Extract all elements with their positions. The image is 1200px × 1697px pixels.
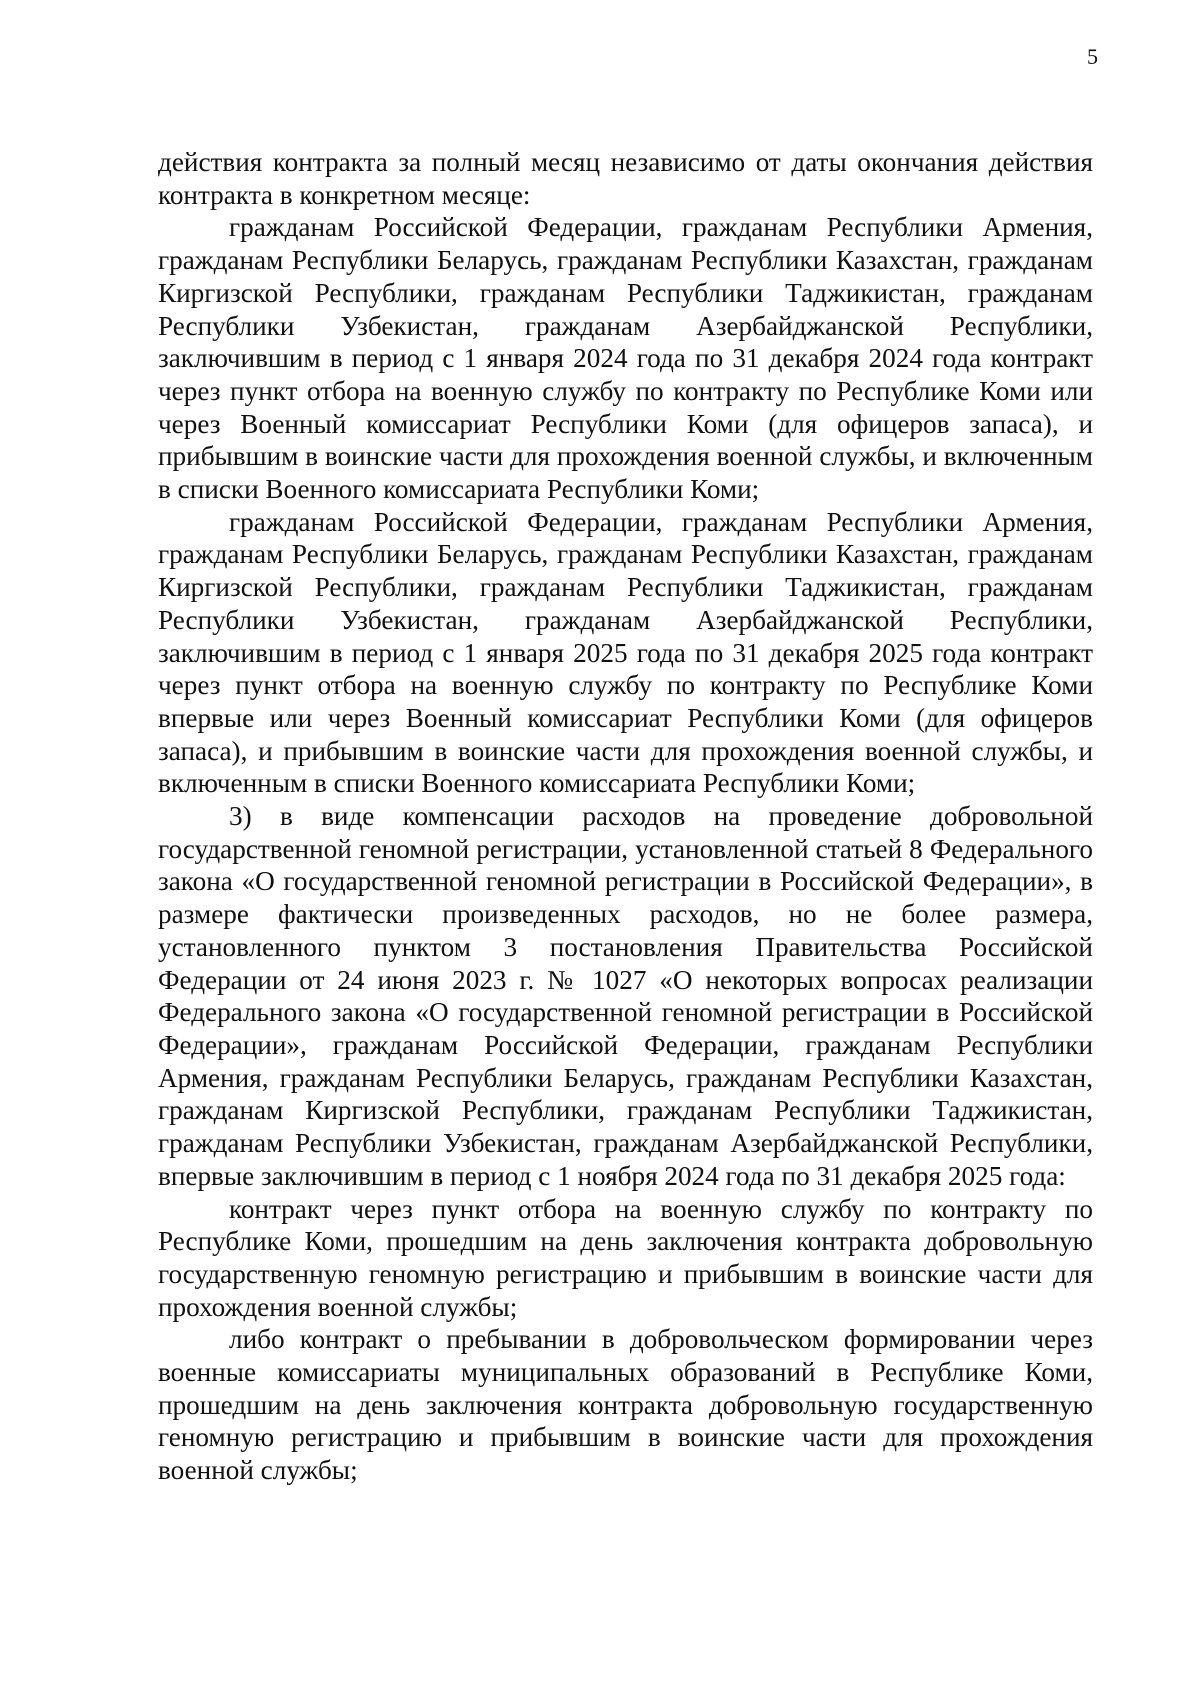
paragraph-selection-point-contract: контракт через пункт отбора на военную службу по контракту по Республике Коми, прошедшим на день заключения контракта добровольную государственную геномную регистрацию и прибывшим в воинские части для прохождения военной службы; <box>158 1193 1093 1322</box>
paragraph-genomic-registration: 3) в виде компенсации расходов на проведение добровольной государственной геномной регистрации, установленной статьей 8 Федерального закона «О государственной геномной регистрации в Российской Федерации», в размере фактически произведенных расходов, но не более размера, установленного пунктом 3 постановления Правительства Российской Федерации от 24 июня 2023 г. № 1027 «О некоторых вопросах реализации Федерального закона «О государственной геномной регистрации в Российской Федерации», гражданам Российской Федерации, гражданам Республики Армения, гражданам Республики Беларусь, гражданам Республики Казахстан, гражданам Киргизской Республики, гражданам Республики Таджикистан, гражданам Республики Узбекистан, гражданам Азербайджанской Республики, впервые заключившим в период с 1 ноября 2024 года по 31 декабря 2025 года: <box>158 801 1093 1191</box>
paragraph-contract-month: действия контракта за полный месяц независимо от даты окончания действия контракта в конкретном месяце: <box>158 147 1093 210</box>
paragraph-volunteer-formation-contract: либо контракт о пребывании в добровольческом формировании через военные комиссариаты муниципальных образований в Республике Коми, прошедшим на день заключения контракта добровольную государственную геномную регистрацию и прибывшим в воинские части для прохождения военной службы; <box>158 1324 1093 1486</box>
page-number: 5 <box>1087 44 1098 69</box>
document-body <box>158 146 1093 1487</box>
paragraph-citizens-2025: гражданам Российской Федерации, гражданам Республики Армения, гражданам Республики Беларусь, гражданам Республики Казахстан, гражданам Киргизской Республики, гражданам Республики Таджикистан, гражданам Республики Узбекистан, гражданам Азербайджанской Республики, заключившим в период с 1 января 2025 года по 31 декабря 2025 года контракт через пункт отбора на военную службу по контракту по Республике Коми впервые или через Военный комиссариат Республики Коми (для офицеров запаса), и прибывшим в воинские части для прохождения военной службы, и включенным в списки Военного комиссариата Республики Коми; <box>158 506 1093 799</box>
paragraph-citizens-2024: гражданам Российской Федерации, гражданам Республики Армения, гражданам Республики Беларусь, гражданам Республики Казахстан, гражданам Киргизской Республики, гражданам Республики Таджикистан, гражданам Республики Узбекистан, гражданам Азербайджанской Республики, заключившим в период с 1 января 2024 года по 31 декабря 2024 года контракт через пункт отбора на военную службу по контракту по Республике Коми или через Военный комиссариат Республики Коми (для офицеров запаса), и прибывшим в воинские части для прохождения военной службы, и включенным в списки Военного комиссариата Республики Коми; <box>158 212 1093 505</box>
